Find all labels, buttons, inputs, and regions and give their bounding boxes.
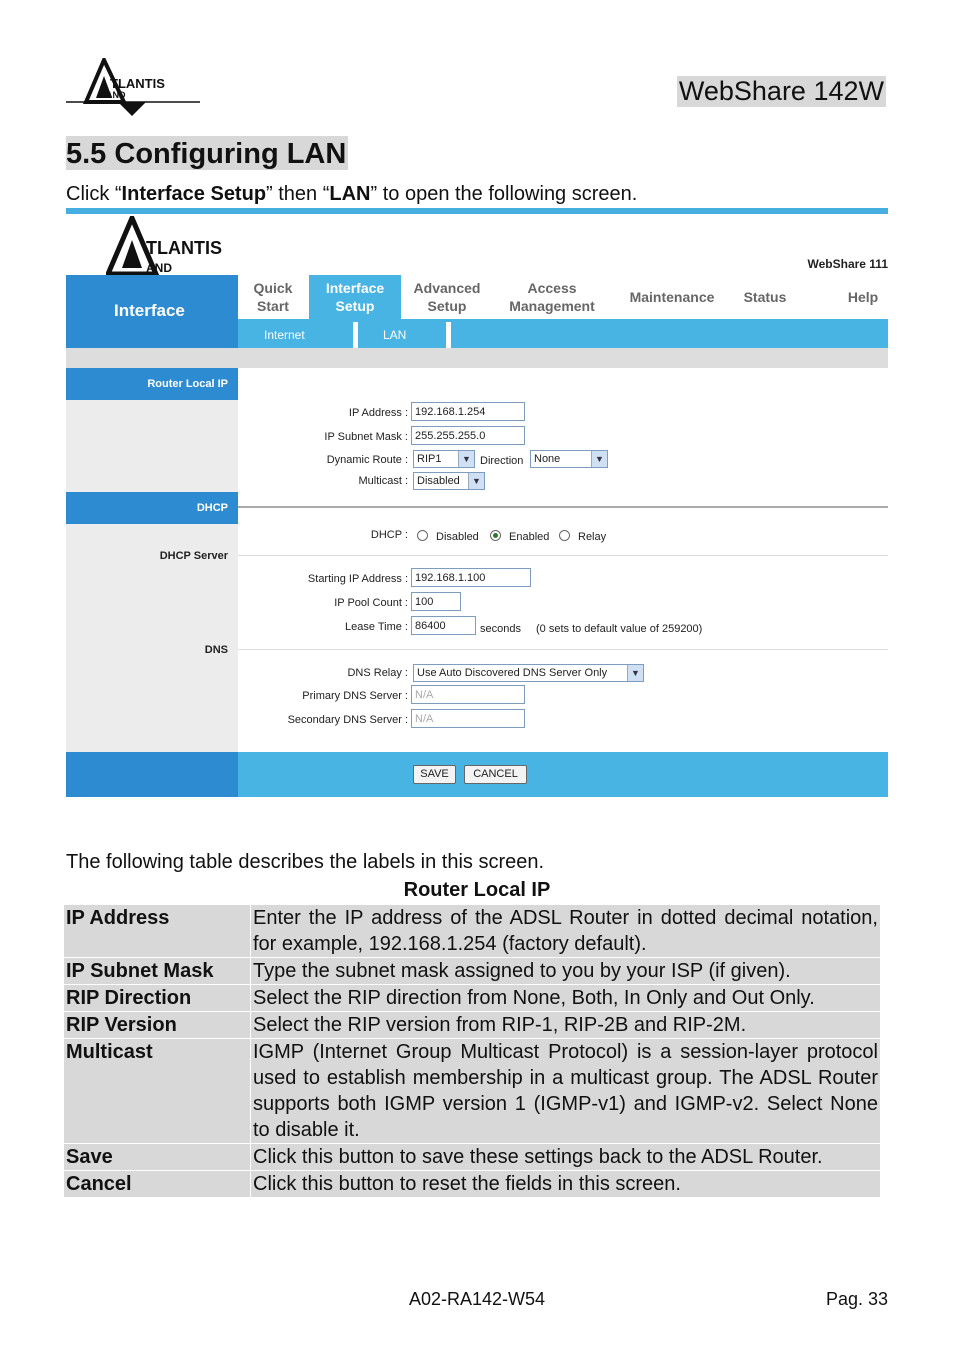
save-button[interactable]: SAVE [413,765,456,784]
menu-access-management[interactable]: Access Management [509,280,595,314]
chevron-down-icon: ▼ [458,451,474,467]
row-key: Multicast [64,1039,251,1144]
table-row [64,985,881,1012]
primary-dns-label: Primary DNS Server : [302,690,408,702]
section-dhcp: DHCP [66,492,238,524]
dhcp-relay-label: Relay [578,531,607,543]
submenu-lan[interactable]: LAN [383,328,407,342]
footer-bar [238,752,888,797]
dynamic-route-select[interactable]: RIP1 ▼ [413,450,475,468]
cancel-button[interactable]: CANCEL [464,765,527,784]
footer-left [66,752,238,797]
pool-count-input[interactable]: 100 [411,592,461,611]
secondary-dns-input[interactable]: N/A [411,709,525,728]
dns-relay-select[interactable]: Use Auto Discovered DNS Server Only ▼ [413,664,644,682]
submenu-internet[interactable]: Internet [264,328,305,342]
section-router-local-ip: Router Local IP [66,368,238,400]
row-key: IP Subnet Mask [64,958,251,985]
menu-interface-setup[interactable]: Interface Setup [325,280,385,314]
dns-relay-label: DNS Relay : [347,667,408,679]
subnet-mask-input[interactable]: 255.255.255.0 [411,426,525,445]
lease-note: (0 sets to default value of 259200) [536,623,703,635]
divider [238,649,888,650]
intro-text: Click “Interface Setup” then “LAN” to open the following screen. [66,183,638,205]
table-title: Router Local IP [403,879,551,901]
lease-unit: seconds [480,623,521,635]
dhcp-enabled-label: Enabled [509,531,550,543]
row-desc: IGMP (Internet Group Multicast Protocol) is a session-layer protocol used to establish membership in a multicast group. The ADSL Router supports both IGMP version 1 (IGMP-v1) and IGMP-v2. Select None to disable it. [251,1039,881,1144]
lease-time-input[interactable]: 86400 [411,616,476,635]
sub-menu [238,319,888,348]
ip-address-input[interactable]: 192.168.1.254 [411,402,525,421]
model-label: WebShare 111 [807,257,888,271]
row-key: IP Address [64,905,251,958]
atlantis-logo-small [106,216,246,276]
menu-maintenance[interactable]: Maintenance [629,289,715,305]
dhcp-label: DHCP : [370,529,408,541]
product-title: WebShare 142W [678,76,884,106]
dhcp-enabled-radio[interactable] [490,530,501,541]
menu-advanced-setup[interactable]: Advanced Setup [413,280,481,314]
table-row [64,958,881,985]
svg-text:AND: AND [146,261,172,275]
subnet-mask-label: IP Subnet Mask : [324,431,408,443]
ip-address-label: IP Address : [348,407,408,419]
submenu-separator [353,322,358,348]
multicast-select[interactable]: Disabled ▼ [413,472,485,490]
pool-count-label: IP Pool Count : [334,597,408,609]
left-header-title: Interface [114,301,185,320]
menu-status[interactable]: Status [743,289,787,305]
secondary-dns-label: Secondary DNS Server : [287,714,408,726]
multicast-label: Multicast : [358,475,408,487]
row-desc: Click this button to reset the fields in this screen. [251,1171,881,1198]
lan-config-screenshot [66,208,888,797]
lease-time-label: Lease Time : [345,621,408,633]
row-desc: Select the RIP direction from None, Both, In Only and Out Only. [251,985,881,1012]
submenu-separator [446,322,451,348]
row-key: RIP Direction [64,985,251,1012]
table-row [64,1144,881,1171]
table-row [64,1012,881,1039]
row-key: RIP Version [64,1012,251,1039]
row-desc: Click this button to save these settings back to the ADSL Router. [251,1144,881,1171]
top-accent-line [66,208,888,214]
table-row [64,1039,881,1144]
row-desc: Type the subnet mask assigned to you by your ISP (if given). [251,958,881,985]
svg-text:AND: AND [106,90,126,100]
divider [238,555,888,556]
row-key: Cancel [64,1171,251,1198]
row-desc: Enter the IP address of the ADSL Router in dotted decimal notation, for example, 192.168.1.254 (factory default). [251,905,881,958]
dhcp-disabled-radio[interactable] [417,530,428,541]
menu-quick-start[interactable]: Quick Start [253,280,293,314]
chevron-down-icon: ▼ [591,451,607,467]
svg-text:TLANTIS: TLANTIS [110,76,165,91]
starting-ip-input[interactable]: 192.168.1.100 [411,568,531,587]
menu-help[interactable]: Help [847,289,879,305]
section-title: 5.5 Configuring LAN [66,138,347,170]
svg-text:TLANTIS: TLANTIS [146,238,222,258]
starting-ip-label: Starting IP Address : [307,573,408,585]
dynamic-route-label: Dynamic Route : [326,454,408,466]
section-dhcp-server: DHCP Server [159,550,228,562]
row-desc: Select the RIP version from RIP-1, RIP-2B and RIP-2M. [251,1012,881,1039]
direction-label: Direction [480,455,524,467]
chevron-down-icon: ▼ [468,473,484,489]
description-table [63,904,881,1198]
dhcp-relay-radio[interactable] [559,530,570,541]
chevron-down-icon: ▼ [627,665,643,681]
dhcp-disabled-label: Disabled [436,531,479,543]
section-dns: DNS [204,644,228,656]
table-row [64,905,881,958]
table-lead: The following table describes the labels in this screen. [66,851,545,873]
table-row [64,1171,881,1198]
page-number: Pag. 33 [825,1289,888,1309]
direction-select[interactable]: None ▼ [530,450,608,468]
primary-dns-input[interactable]: N/A [411,685,525,704]
divider [238,506,888,508]
spacer-bar [66,348,888,368]
document-code: A02-RA142-W54 [408,1289,546,1309]
row-key: Save [64,1144,251,1171]
atlantis-logo [66,58,200,120]
